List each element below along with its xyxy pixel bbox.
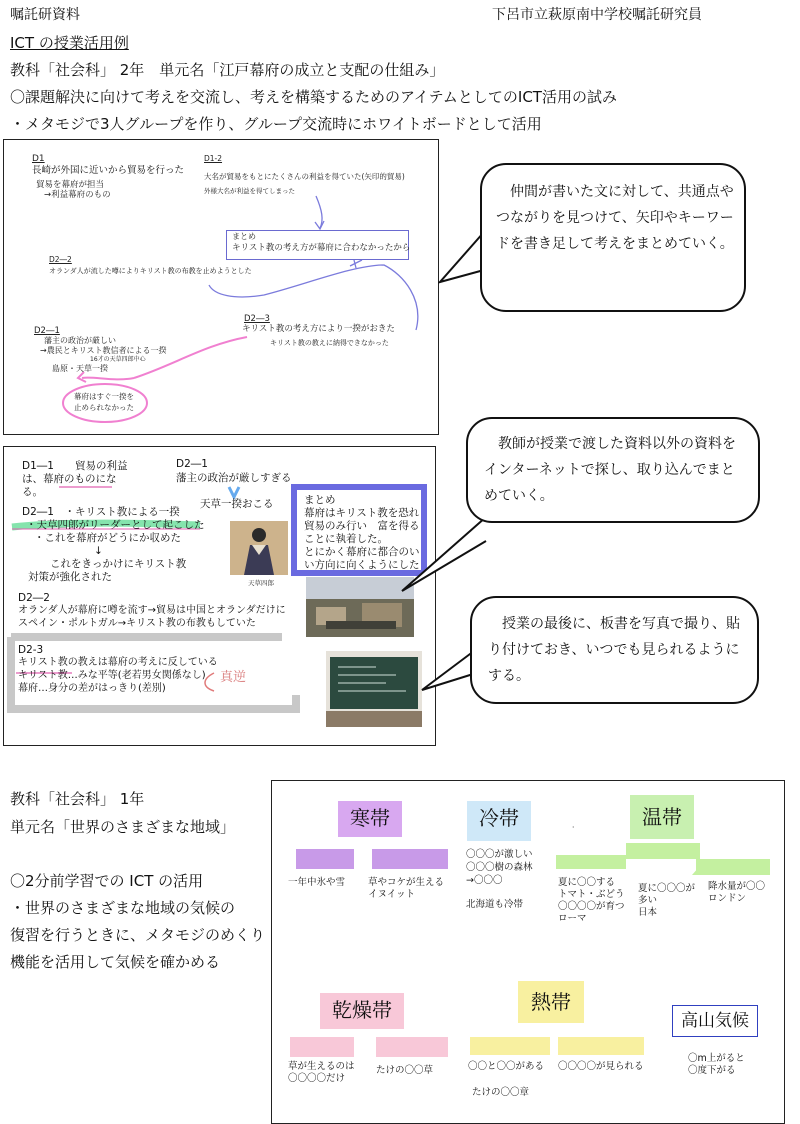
ontai-label: 温帯 xyxy=(630,795,694,839)
b2-d21l-line4: ↓ xyxy=(94,545,103,557)
b2-handwritten-note: 真逆 xyxy=(220,670,247,685)
b2-d21l-label: D2―1 ・キリスト教による一揆 xyxy=(22,506,180,518)
reitai-note1: 〇〇〇が激しい xyxy=(466,849,533,860)
intro-line3: ・メタモジで3人グループを作り、グループ交流時にホワイトボードとして活用 xyxy=(10,115,542,133)
nettai-tab-1 xyxy=(470,1037,550,1055)
reitai-note4: 北海道も冷帯 xyxy=(466,899,524,910)
castle-photo-image xyxy=(306,577,414,637)
b1-d12-label: D1-2 xyxy=(204,154,223,163)
ontai-note3b: ロンドン xyxy=(708,893,747,904)
b1-d21-line4: 島原・天草一揆 xyxy=(52,364,108,373)
nettai-note1: 〇〇と〇〇がある xyxy=(468,1061,545,1072)
b2-summary-line2: ことに執着した。 xyxy=(304,533,388,545)
ontai-dot: · xyxy=(572,823,575,832)
whiteboard-1 xyxy=(3,139,439,435)
b1-d12-line1: 大名が貿易をもとにたくさんの利益を得ていた(矢印的貿易) xyxy=(204,172,405,181)
bubble1-text: 仲間が書いた文に対して、共通点やつながりを見つけて、矢印やキーワードを書き足して考えをまとめていく。 xyxy=(496,184,734,252)
b1-summary-text: キリスト教の考え方が幕府に合わなかったから xyxy=(232,243,411,253)
b2-d22-line1: オランダ人が幕府に噂を流す→貿易は中国とオランダだけに xyxy=(18,605,286,616)
b2-summary-line4: い方向に向くようにした xyxy=(304,559,420,571)
header-right: 下呂市立萩原南中学校嘱託研究員 xyxy=(492,7,702,23)
ontai-tab-corners xyxy=(552,837,772,877)
b1-d12-line2: 外様大名が利益を得てしまった xyxy=(204,187,295,195)
b2-d23-line1: キリスト教の教えは幕府の考えに反している xyxy=(18,657,218,668)
ontai-note3a: 降水量が〇〇 xyxy=(708,881,766,892)
bubble2-tail xyxy=(400,515,490,595)
header-left: 嘱託研資料 xyxy=(10,7,80,23)
b2-d21l-line3: ・これを幕府がどうにか収めた xyxy=(34,532,181,544)
b2-d23-line3: 幕府…身分の差がはっきり(差別) xyxy=(18,683,166,694)
castle-photo-scene-icon xyxy=(306,577,414,637)
climate-board xyxy=(271,780,785,1124)
b2-d22-label: D2―2 xyxy=(18,592,50,604)
ontai-note2b: 多い xyxy=(638,895,658,906)
b2-summary-line0: 幕府はキリスト教を恐れ xyxy=(304,507,420,519)
b1-summary-title: まとめ xyxy=(232,232,256,241)
b1-d21-line2: →農民とキリスト教信者による一揆 xyxy=(40,346,167,355)
s2-line6: 機能を活用して気候を確かめる xyxy=(10,953,221,971)
nettai-tab-2 xyxy=(558,1037,644,1055)
b2-summary-line3: とにかく幕府に都合のい xyxy=(304,546,420,558)
whiteboard-2 xyxy=(3,446,436,746)
kantai-note2a: 草やコケが生える xyxy=(368,877,445,888)
b2-d21l-line5: これをきっかけにキリスト教 xyxy=(50,558,187,570)
b1-d23-line2: キリスト教の教えに納得できなかった xyxy=(270,339,389,347)
b1-circle-line2: 止められなかった xyxy=(74,403,134,412)
nettai-note3: たけの〇〇章 xyxy=(472,1087,530,1098)
ontai-note1a: 夏に〇〇する xyxy=(558,877,616,888)
b2-d11-line3: る。 xyxy=(22,486,43,498)
b2-d21l-line2: ・天草四郎がリーダーとして起こした xyxy=(26,519,205,531)
kouzan-note1: 〇m上がると xyxy=(688,1053,745,1064)
b1-circle-line1: 幕府はすぐ一揆を xyxy=(74,392,134,401)
ontai-note1c: 〇〇〇〇が育つ xyxy=(558,901,625,912)
portrait-figure-icon xyxy=(230,521,288,575)
b1-d22-line1: オランダ人が流した噂によりキリスト教の布教を止めようとした xyxy=(49,267,252,275)
kouzan-label: 高山気候 xyxy=(672,1005,758,1037)
b2-portrait-caption: 天草四郎 xyxy=(248,579,274,587)
kantai-label: 寒帯 xyxy=(338,801,402,837)
intro-heading: ICT の授業活用例 xyxy=(10,34,129,52)
b1-d1-line3: →利益幕府のもの xyxy=(44,190,111,200)
intro-line1: 教科「社会科」 2年 単元名「江戸幕府の成立と支配の仕組み」 xyxy=(10,61,445,79)
kansou-tab-1 xyxy=(290,1037,354,1057)
b1-d23-line1: キリスト教の考え方により一揆がおきた xyxy=(242,324,395,334)
blackboard-photo-scene-icon xyxy=(326,651,422,727)
bubble-2 xyxy=(466,417,760,523)
b2-d11-line2: は、幕府のものにな xyxy=(22,473,117,485)
s2-line2: 単元名「世界のさまざまな地域」 xyxy=(10,818,236,836)
amakusa-portrait-image xyxy=(230,521,288,575)
kansou-note1a: 草が生えるのは xyxy=(288,1061,355,1072)
ontai-note2a: 夏に〇〇〇が xyxy=(638,883,696,894)
b1-d1-line2: 貿易を幕府が担当 xyxy=(36,180,105,190)
b1-d1-label: D1 xyxy=(32,154,45,164)
b2-d21l-line6: 対策が強化された xyxy=(28,571,112,583)
ontai-note1b: トマト・ぶどう xyxy=(558,889,625,900)
b1-d21-line3: 16才の天草四郎中心 xyxy=(90,356,146,363)
b1-d22-label: D2―2 xyxy=(49,255,72,264)
b2-d23-line2: キリスト教…みな平等(老若男女関係なし) xyxy=(18,670,206,681)
intro-line2: 〇課題解決に向けて考えを交流し、考えを構築するためのアイテムとしてのICT活用の試み xyxy=(10,88,617,106)
reitai-label: 冷帯 xyxy=(467,801,531,841)
b2-d21r-label: D2―1 xyxy=(176,458,208,470)
ontai-note2c: 日本 xyxy=(638,907,658,918)
kansou-note1b: 〇〇〇〇だけ xyxy=(288,1073,346,1084)
kouzan-note2: 〇度下がる xyxy=(688,1065,736,1076)
nettai-label: 熱帯 xyxy=(518,981,584,1023)
bubble-1 xyxy=(480,163,746,312)
b2-d11-label: D1―1 貿易の利益 xyxy=(22,460,128,472)
b2-d22-line2: スペイン・ポルトガル→キリスト教の布教もしていた xyxy=(18,618,256,629)
s2-line5: 復習を行うときに、メタモジのめくり xyxy=(10,926,266,944)
ontai-note1d: ローマ xyxy=(558,913,587,924)
kantai-note1: 一年中氷や雪 xyxy=(288,877,346,888)
nettai-note2: 〇〇〇〇が見られる xyxy=(558,1061,644,1072)
reitai-note2: 〇〇〇樹の森林 xyxy=(466,862,533,873)
b1-d21-label: D2―1 xyxy=(34,326,60,336)
b1-d23-label: D2―3 xyxy=(244,314,270,324)
kansou-label: 乾燥帯 xyxy=(320,993,404,1029)
b2-d23-label: D2-3 xyxy=(18,644,44,656)
kansou-tab-2 xyxy=(376,1037,448,1057)
kantai-tab-corners xyxy=(292,843,462,873)
kantai-note2b: イヌイット xyxy=(368,889,416,900)
reitai-note3: →〇〇〇 xyxy=(466,875,503,886)
s2-line3: 〇2分前学習での ICT の活用 xyxy=(10,872,204,890)
b2-summary-line1: 貿易のみ行い 富を得る xyxy=(304,520,420,532)
s2-line1: 教科「社会科」 1年 xyxy=(10,790,145,808)
bubble2-text: 教師が授業で渡した資料以外の資料をインターネットで探し、取り込んでまとめていく。 xyxy=(484,436,736,504)
bubble-3 xyxy=(470,596,759,704)
blackboard-photo-image xyxy=(326,651,422,727)
b1-d21-line1: 藩主の政治が厳しい xyxy=(44,336,116,345)
s2-line4: ・世界のさまざまな地域の気候の xyxy=(10,899,236,917)
b1-d1-line1: 長崎が外国に近いから貿易を行った xyxy=(32,165,185,176)
b2-d21r-line2: 天草一揆おこる xyxy=(200,498,274,510)
bubble3-text: 授業の最後に、板書を写真で撮り、貼り付けておき、いつでも見られるようにする。 xyxy=(488,616,740,684)
kansou-note2: たけの〇〇草 xyxy=(376,1065,434,1076)
b2-summary-title: まとめ xyxy=(304,494,336,506)
b2-d21r-line1: 藩主の政治が厳しすぎる xyxy=(176,472,292,484)
